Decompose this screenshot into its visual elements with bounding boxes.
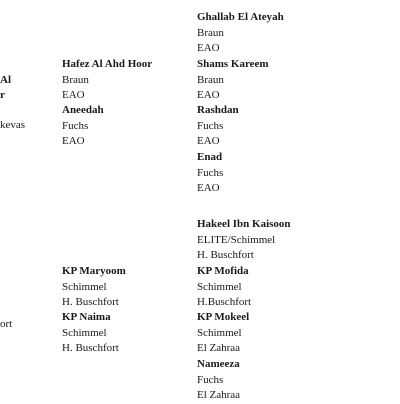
horse-name: KP Naima xyxy=(62,311,111,323)
horse-color: Schimmel xyxy=(62,326,107,339)
horse-color: Schimmel xyxy=(197,280,242,293)
horse-name: KP Mofida xyxy=(197,265,249,277)
horse-color: Fuchs xyxy=(62,119,89,132)
horse-breeder: EAO xyxy=(197,135,220,147)
horse-breeder: H.Buschfort xyxy=(197,296,252,308)
left-fragment-text: kevas xyxy=(0,119,26,131)
pedigree-entry xyxy=(197,310,249,357)
left-fragment-name: Al xyxy=(0,74,11,86)
horse-breeder: H. Buschfort xyxy=(62,296,119,308)
horse-name: Aneedah xyxy=(62,104,104,116)
left-fragment-text: ort xyxy=(0,318,13,330)
left-fragment-name: r xyxy=(0,89,5,101)
pedigree-entry xyxy=(197,357,240,404)
horse-name: Rashdan xyxy=(197,104,239,116)
horse-color: Fuchs xyxy=(197,119,224,132)
pedigree-entry xyxy=(197,57,269,104)
pedigree-entry xyxy=(197,150,223,197)
horse-color: Braun xyxy=(197,73,224,86)
horse-name: KP Mokeel xyxy=(197,311,250,323)
horse-name: Enad xyxy=(197,151,223,163)
horse-breeder: El Zahraa xyxy=(197,342,241,354)
horse-breeder: EAO xyxy=(62,89,85,101)
horse-breeder: EAO xyxy=(197,42,220,54)
horse-name: Ghallab El Ateyah xyxy=(197,11,284,23)
pedigree-entry xyxy=(62,57,152,104)
horse-breeder: H. Buschfort xyxy=(197,249,254,261)
horse-name: Hakeel Ibn Kaisoon xyxy=(197,218,291,230)
horse-color: Fuchs xyxy=(197,373,224,386)
pedigree-entry xyxy=(62,264,126,311)
pedigree-entry xyxy=(197,264,251,311)
pedigree-entry xyxy=(62,310,119,357)
horse-name: KP Maryoom xyxy=(62,265,126,277)
pedigree-entry xyxy=(62,103,104,150)
horse-breeder: El Zahraa xyxy=(197,389,241,401)
horse-name: Nameeza xyxy=(197,358,240,370)
horse-breeder: EAO xyxy=(197,182,220,194)
pedigree-entry xyxy=(197,10,284,57)
horse-color: Braun xyxy=(62,73,89,86)
horse-name: Hafez Al Ahd Hoor xyxy=(62,58,153,70)
horse-color: ELITE/Schimmel xyxy=(197,233,276,246)
horse-breeder: EAO xyxy=(62,135,85,147)
pedigree-entry xyxy=(197,103,239,150)
horse-name: Shams Kareem xyxy=(197,58,269,70)
horse-color: Schimmel xyxy=(197,326,242,339)
horse-color: Fuchs xyxy=(197,166,224,179)
horse-color: Braun xyxy=(197,26,224,39)
horse-color: Schimmel xyxy=(62,280,107,293)
pedigree-entry xyxy=(197,217,291,264)
horse-breeder: EAO xyxy=(197,89,220,101)
horse-breeder: H. Buschfort xyxy=(62,342,119,354)
